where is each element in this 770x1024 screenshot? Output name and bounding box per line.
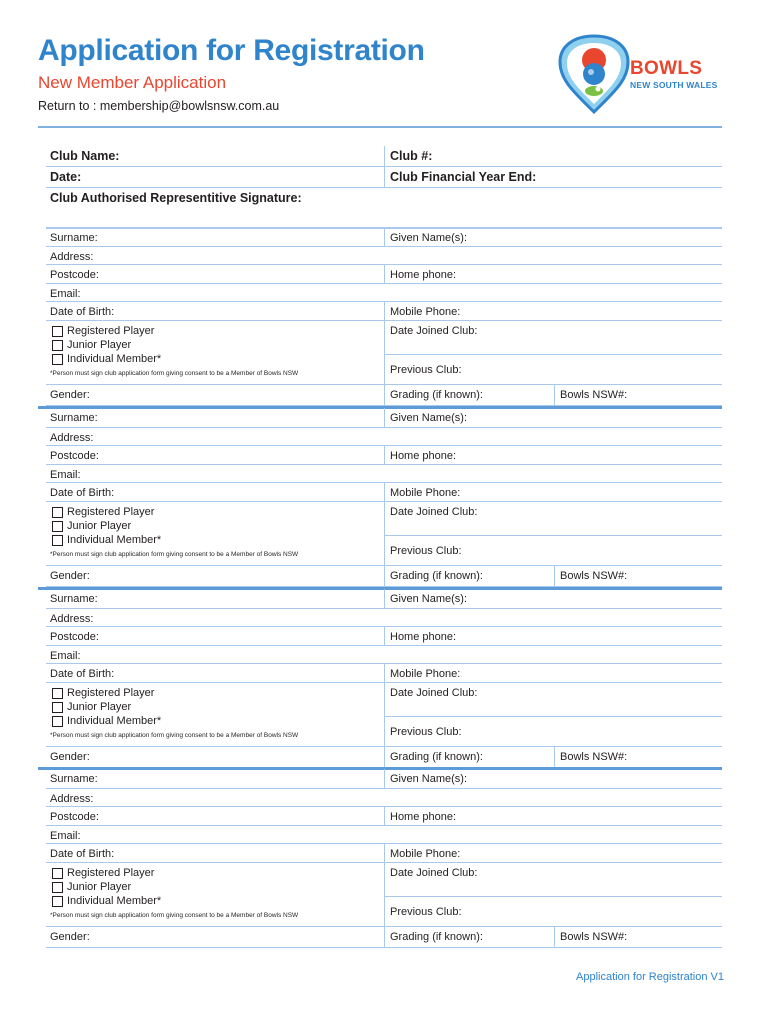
email-label: Email: [50,830,81,842]
checkbox-box[interactable] [52,882,63,893]
email-label: Email: [50,650,81,662]
row-postcode[interactable] [46,265,722,284]
gender-label: Gender: [50,931,90,943]
mobile-label: Mobile Phone: [390,668,461,680]
member-block-4 [46,769,722,948]
page-subtitle: New Member Application [38,73,227,92]
email-label: Email: [50,469,81,481]
address-label: Address: [50,251,94,263]
individual-member-checkbox[interactable]: Individual Member* [52,353,161,365]
grading-label: Grading (if known): [390,570,483,582]
home-phone-label: Home phone: [390,269,457,281]
junior-player-checkbox[interactable]: Junior Player [52,520,131,532]
previous-club-label: Previous Club: [390,906,462,918]
date-label: Date: [50,170,82,184]
row-membership-type [46,863,722,927]
logo-wordmark: BOWLS [630,58,703,79]
email-label: Email: [50,288,81,300]
return-address: Return to : membership@bowlsnsw.com.au [38,99,280,113]
previous-club-label: Previous Club: [390,545,462,557]
dob-label: Date of Birth: [50,848,115,860]
member-block-2 [46,408,722,587]
row-surname[interactable] [46,769,722,789]
junior-player-checkbox[interactable]: Junior Player [52,339,131,351]
dob-label: Date of Birth: [50,668,115,680]
individual-member-checkbox[interactable]: Individual Member* [52,715,161,727]
checkbox-box[interactable] [52,521,63,532]
row-address[interactable] [46,247,722,265]
checkbox-box[interactable] [52,354,63,365]
junior-player-checkbox[interactable]: Junior Player [52,701,131,713]
checkbox-box[interactable] [52,868,63,879]
row-address[interactable] [46,428,722,446]
row-gender[interactable] [46,385,722,406]
checkbox-box[interactable] [52,340,63,351]
previous-club-label: Previous Club: [390,364,462,376]
given-names-label: Given Name(s): [390,773,468,785]
dob-label: Date of Birth: [50,306,115,318]
mobile-label: Mobile Phone: [390,487,461,499]
registered-player-checkbox[interactable]: Registered Player [52,325,154,337]
signature-label: Club Authorised Representitive Signature: [50,191,302,205]
mobile-label: Mobile Phone: [390,848,461,860]
row-address[interactable] [46,789,722,807]
address-label: Address: [50,793,94,805]
junior-player-checkbox[interactable]: Junior Player [52,881,131,893]
member-block-1 [46,227,722,406]
signature-line[interactable] [46,209,722,229]
bowls-nsw-number-label: Bowls NSW#: [560,931,628,943]
home-phone-label: Home phone: [390,811,457,823]
grading-label: Grading (if known): [390,931,483,943]
row-postcode[interactable] [46,627,722,646]
given-names-label: Given Name(s): [390,232,468,244]
surname-label: Surname: [50,593,98,605]
row-email[interactable] [46,826,722,844]
consent-note: *Person must sign club application form giving consent to be a Member of Bowls NSW [50,551,299,558]
registered-player-checkbox[interactable]: Registered Player [52,506,154,518]
logo-subtitle: NEW SOUTH WALES [630,80,718,90]
row-postcode[interactable] [46,807,722,826]
home-phone-label: Home phone: [390,450,457,462]
club-row-name[interactable] [46,146,722,167]
checkbox-box[interactable] [52,896,63,907]
row-surname[interactable] [46,227,722,247]
header-divider [38,126,722,128]
gender-label: Gender: [50,751,90,763]
consent-note: *Person must sign club application form giving consent to be a Member of Bowls NSW [50,370,299,377]
row-email[interactable] [46,646,722,664]
bowls-nsw-number-label: Bowls NSW#: [560,751,628,763]
surname-label: Surname: [50,232,98,244]
gender-label: Gender: [50,389,90,401]
registered-player-checkbox[interactable]: Registered Player [52,867,154,879]
checkbox-box[interactable] [52,507,63,518]
row-dob[interactable] [46,844,722,863]
address-label: Address: [50,432,94,444]
row-gender[interactable] [46,747,722,768]
individual-member-checkbox[interactable]: Individual Member* [52,534,161,546]
previous-club-label: Previous Club: [390,726,462,738]
date-joined-label: Date Joined Club: [390,325,478,337]
checkbox-box[interactable] [52,535,63,546]
gender-label: Gender: [50,570,90,582]
row-address[interactable] [46,609,722,627]
grading-label: Grading (if known): [390,751,483,763]
postcode-label: Postcode: [50,811,99,823]
club-row-date[interactable] [46,167,722,188]
row-dob[interactable] [46,664,722,683]
club-details-section [46,146,722,229]
row-membership-type [46,321,722,385]
row-gender[interactable] [46,927,722,948]
mobile-label: Mobile Phone: [390,306,461,318]
home-phone-label: Home phone: [390,631,457,643]
date-joined-label: Date Joined Club: [390,506,478,518]
member-block-3 [46,589,722,768]
financial-year-end-label: Club Financial Year End: [390,170,537,184]
row-dob[interactable] [46,302,722,321]
surname-label: Surname: [50,412,98,424]
row-surname[interactable] [46,408,722,428]
row-email[interactable] [46,284,722,302]
date-joined-label: Date Joined Club: [390,687,478,699]
postcode-label: Postcode: [50,450,99,462]
club-row-signature[interactable] [46,188,722,209]
checkbox-box[interactable] [52,716,63,727]
row-postcode[interactable] [46,446,722,465]
page-title: Application for Registration [38,34,425,67]
footer-version: Application for Registration V1 [576,971,724,983]
row-email[interactable] [46,465,722,483]
bowls-nsw-number-label: Bowls NSW#: [560,389,628,401]
row-gender[interactable] [46,566,722,587]
row-membership-type [46,683,722,747]
surname-label: Surname: [50,773,98,785]
checkbox-box[interactable] [52,702,63,713]
postcode-label: Postcode: [50,269,99,281]
given-names-label: Given Name(s): [390,593,468,605]
postcode-label: Postcode: [50,631,99,643]
row-surname[interactable] [46,589,722,609]
date-joined-label: Date Joined Club: [390,867,478,879]
consent-note: *Person must sign club application form giving consent to be a Member of Bowls NSW [50,732,299,739]
row-dob[interactable] [46,483,722,502]
club-name-label: Club Name: [50,149,120,163]
given-names-label: Given Name(s): [390,412,468,424]
registered-player-checkbox[interactable]: Registered Player [52,687,154,699]
consent-note: *Person must sign club application form giving consent to be a Member of Bowls NSW [50,912,299,919]
row-membership-type [46,502,722,566]
individual-member-checkbox[interactable]: Individual Member* [52,895,161,907]
club-number-label: Club #: [390,149,433,163]
dob-label: Date of Birth: [50,487,115,499]
checkbox-box[interactable] [52,326,63,337]
address-label: Address: [50,613,94,625]
checkbox-box[interactable] [52,688,63,699]
bowls-nsw-number-label: Bowls NSW#: [560,570,628,582]
grading-label: Grading (if known): [390,389,483,401]
